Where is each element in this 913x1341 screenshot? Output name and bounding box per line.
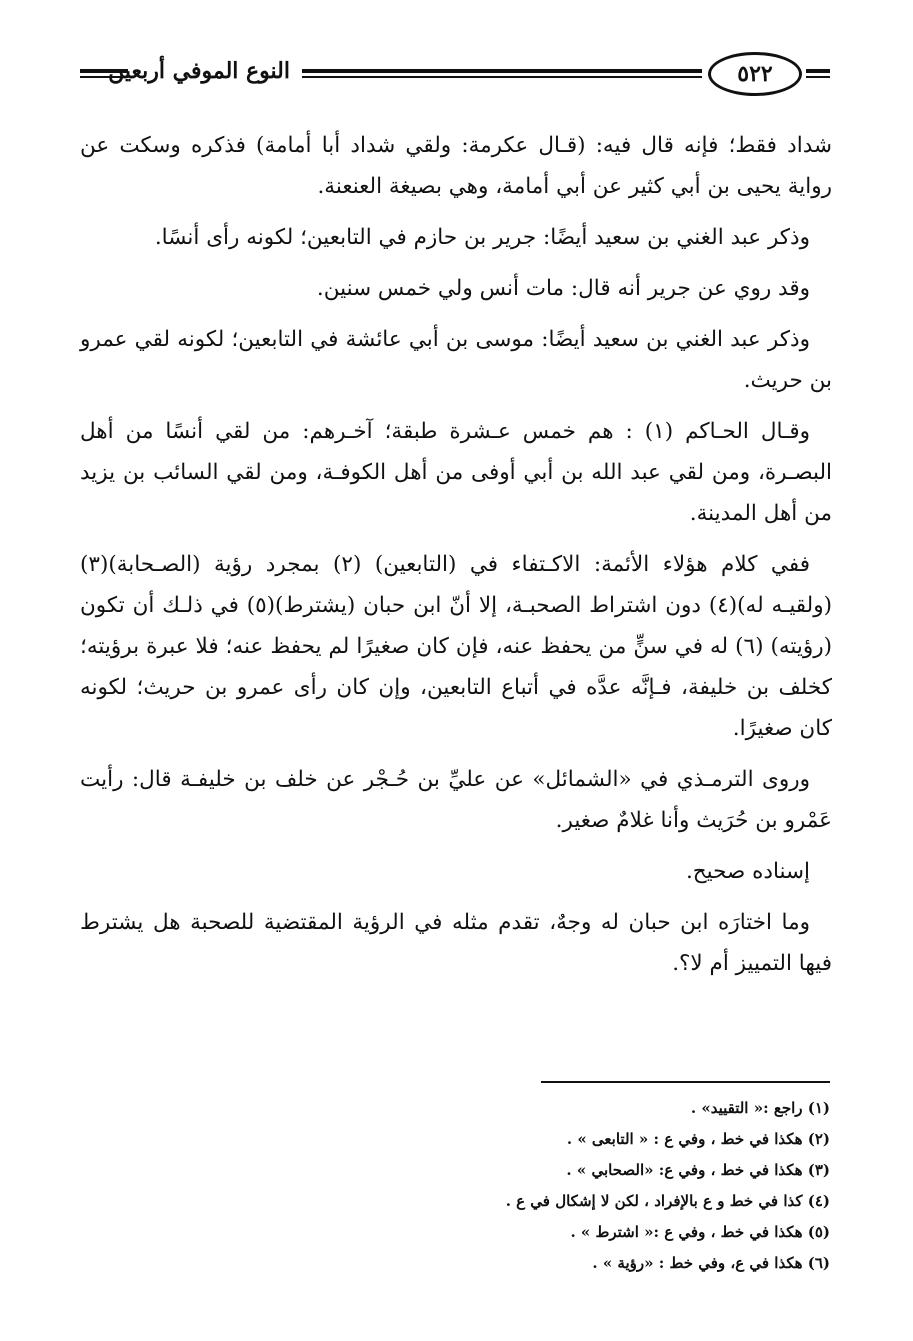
paragraph: وقد روي عن جرير أنه قال: مات أنس ولي خمس سنين. [316,276,810,301]
page-header [80,50,830,102]
footnotes [420,1093,830,1279]
footnote-item: (٥) هكذا في خط ، وفي ع :« اشترط » . [570,1223,830,1241]
footnote-item: (٦) هكذا في ع، وفي خط : «رؤية » . [592,1254,830,1272]
page-number: ٥٢٢ [737,61,773,87]
paragraph: إسناده صحيح. [685,859,810,884]
running-title: النوع الموفي أربعين [108,58,290,84]
footnote-item: (١) راجع :« التقييد» . [690,1099,830,1117]
paragraph: وقـال الحـاكم (١) : هم خمس عـشرة طبقة؛ آخـرهم: من لقي أنسًا من أهل البصـرة، ومن لقي عبد الله بن أبي أوفى من أهل الكوفـة، ومن لقي السائب بن يزيد من أهل المدينة. [80,419,832,526]
paragraph: وروى الترمـذي في «الشمائل» عن عليِّ بن حُـجْر عن خلف بن خليفـة قال: رأيت عَمْرو بن حُرَيث وأنا غلامٌ صغير. [80,767,832,833]
paragraph: وذكر عبد الغني بن سعيد أيضًا: جرير بن حازم في التابعين؛ لكونه رأى أنسًا. [154,225,810,250]
paragraph: شداد فقط؛ فإنه قال فيه: (قـال عكرمة: ولقي شداد أبا أمامة) فذكره وسكت عن رواية يحيى بن أبي كثير عن أبي أمامة، وهي بصيغة العنعنة. [80,133,832,199]
paragraph: وذكر عبد الغني بن سعيد أيضًا: موسى بن أبي عائشة في التابعين؛ لكونه لقي عمرو بن حريث. [80,327,832,393]
footnote-divider [541,1081,830,1083]
paragraph: ففي كلام هؤلاء الأئمة: الاكـتفاء في (التابعين) (٢) بمجرد رؤية (الصـحابة)(٣) (ولقيـه له)(٤) دون اشتراط الصحبـة، إلا أنّ ابن حبان (يشترط)(٥) في ذلـك أن تكون (رؤيته) (٦) له في سنٍّ من يحفظ عنه، فإن كان صغيرًا لم يحفظ عنه؛ فلا عبرة برؤيته؛ كخلف بن خليفة، فـإنَّه عدَّه في أتباع التابعين، وإن كان رأى عمرو بن حريث؛ لكونه كان صغيرًا. [80,552,833,741]
paragraph: وما اختارَه ابن حبان له وجهٌ، تقدم مثله في الرؤية المقتضية للصحبة هل يشترط فيها التمييز أم لا؟. [80,910,832,976]
footnote-item: (٣) هكذا في خط ، وفي ع: «الصحابي » . [566,1161,830,1179]
footnote-item: (٤) كذا في خط و ع بالإفراد ، لكن لا إشكال في ع . [505,1192,830,1210]
page-number-oval [708,52,802,96]
main-text [80,125,832,994]
footnote-item: (٢) هكذا في خط ، وفي ع : « التابعى » . [566,1130,830,1148]
